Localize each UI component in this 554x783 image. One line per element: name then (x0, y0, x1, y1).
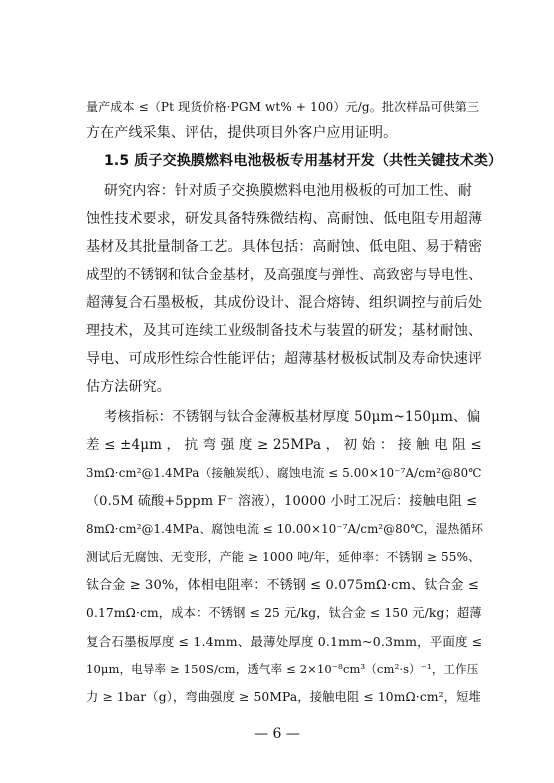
text-line: 方在产线采集、评估，提供项目外客户应用证明。 (86, 125, 398, 141)
text-line: 3mΩ·cm²@1.4MPa（接触炭纸）、腐蚀电流 ≤ 5.00×10⁻⁷A/cm²@80℃ (86, 466, 482, 480)
text-line: 基材及其批量制备工艺。具体包括：高耐蚀、低电阻、易于精密 (86, 239, 483, 255)
page-number: — 6 — (254, 726, 300, 742)
text-line: 研究内容：针对质子交换膜燃料电池用极板的可加工性、耐 (104, 183, 472, 199)
text-line: 钛合金 ≥ 30%，体相电阻率：不锈钢 ≤ 0.075mΩ·cm、钛合金 ≤ (86, 578, 479, 593)
text-line: 成型的不锈钢和钛合金基材，及高强度与弹性、高致密与导电性、 (86, 267, 482, 283)
text-line: 理技术，及其可连续工业级制备技术与装置的研发；基材耐蚀、 (86, 323, 483, 339)
text-line: 估方法研究。 (86, 379, 171, 395)
section-heading: 1.5 质子交换膜燃料电池极板专用基材开发（共性关键技术类） (104, 153, 503, 169)
text-line: 10μm，电导率 ≥ 150S/cm，透气率 ≤ 2×10⁻⁸cm³（cm²·s）⁻¹，工作压 (86, 662, 479, 676)
text-line: 考核指标：不锈钢与钛合金薄板基材厚度 50μm~150μm、偏 (104, 409, 481, 425)
text-line: 测试后无腐蚀、无变形，产能 ≥ 1000 吨/年，延伸率：不锈钢 ≥ 55%、 (86, 550, 481, 564)
text-line: 复合石墨板厚度 ≤ 1.4mm、最薄处厚度 0.1mm~0.3mm，平面度 ≤ (86, 634, 483, 649)
text-line: 0.17mΩ·cm，成本：不锈钢 ≤ 25 元/kg，钛合金 ≤ 150 元/kg；超薄 (86, 606, 482, 620)
text-line: （0.5M 硫酸+5ppm F⁻ 溶液），10000 小时工况后：接触电阻 ≤ (86, 494, 478, 509)
text-line: 蚀性技术要求，研发具备特殊微结构、高耐蚀、低电阻专用超薄 (86, 211, 483, 227)
text-line: 8mΩ·cm²@1.4MPa、腐蚀电流 ≤ 10.00×10⁻⁷A/cm²@80℃，湿热循环 (86, 522, 484, 536)
text-line: 差 ≤ ±4μm ， 抗 弯 强 度 ≥ 25MPa ， 初 始 ： 接 触 电 阻 ≤ (86, 437, 482, 453)
text-line: 力 ≥ 1bar（g），弯曲强度 ≥ 50MPa，接触电阻 ≤ 10mΩ·cm²，短堆 (86, 690, 481, 704)
text-line: 超薄复合石墨极板，其成份设计、混合熔铸、组织调控与前后处 (86, 295, 483, 311)
text-line: 导电、可成形性综合性能评估；超薄基材极板试制及寿命快速评 (86, 351, 483, 367)
text-line: 量产成本 ≤（Pt 现货价格·PGM wt% + 100）元/g。批次样品可供第三 (86, 100, 480, 114)
